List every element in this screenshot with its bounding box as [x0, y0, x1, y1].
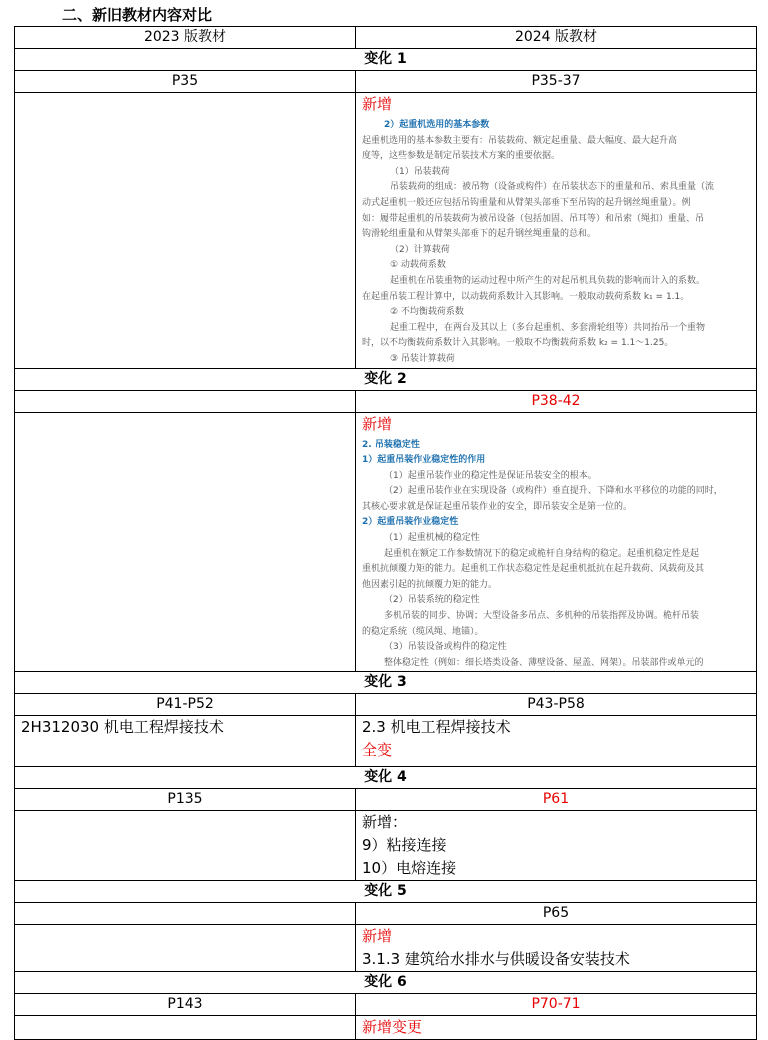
excerpt-line: 起重工程中，在两台及其以上（多台起重机、多套滑轮组等）共同抬吊一个重物 [390, 322, 706, 333]
old-page: P35 [15, 71, 356, 93]
excerpt-line: 如：履带起重机的吊装载荷为被吊设备（包括加固、吊耳等）和吊索（绳扣）重量、吊 [362, 213, 705, 224]
new-item: 10）电熔连接 [362, 859, 457, 878]
new-cell [356, 925, 757, 972]
excerpt-line: 起重机选用的基本参数主要有：吊装载荷、额定起重量、最大幅度、最大起升高 [362, 135, 678, 146]
excerpt-line: 钩滑轮组重量和从臂架头部垂下的起升钢丝绳重量的总和。 [362, 229, 597, 240]
new-section-text: 2.3 机电工程焊接技术 [362, 718, 511, 737]
new-tag: 新增变更 [356, 1016, 757, 1040]
old-cell-empty [15, 412, 356, 672]
excerpt-line: （2）计算载荷 [390, 244, 450, 255]
excerpt-line: 他因素引起的抗倾覆力矩的能力。 [362, 579, 498, 590]
excerpt-line: （1）吊装载荷 [390, 166, 450, 177]
new-tag: 新增 [362, 414, 393, 433]
new-tag: 全变 [362, 741, 393, 760]
excerpt-heading: 2）起重机选用的基本参数 [384, 120, 490, 130]
new-page: P65 [356, 903, 757, 925]
excerpt-line: 动式起重机一般还应包括吊钩重量和从臂架头部垂下至吊钩的起升钢丝绳重量）。例 [362, 197, 691, 208]
old-cell-empty [15, 1016, 356, 1040]
excerpt-line: 其核心要求就是保证起重吊装作业的安全，即吊装安全是第一位的。 [362, 501, 633, 512]
new-cell [356, 716, 757, 767]
change-label: 变化 6 [15, 972, 757, 994]
excerpt-heading: 2. 吊装稳定性 [362, 439, 420, 450]
new-page: P38-42 [356, 390, 757, 412]
page-title: 二、新旧教材内容对比 [62, 6, 213, 24]
excerpt-line: （1）起重机械的稳定性 [384, 533, 480, 544]
old-page: P143 [15, 994, 356, 1016]
old-section-text: 2H312030 机电工程焊接技术 [15, 716, 356, 767]
header-row [15, 27, 757, 49]
change-label: 变化 4 [15, 767, 757, 789]
excerpt-line: 起重机在额定工作参数情况下的稳定或桅杆自身结构的稳定。起重机稳定性是起 [384, 548, 700, 559]
textbook-excerpt-image [362, 116, 750, 368]
comparison-table [14, 26, 757, 1040]
new-tag: 新增 [362, 927, 393, 946]
excerpt-line: 时，以不均衡载荷系数计入其影响。一般取不均衡载荷系数 k₂ = 1.1～1.25。 [362, 338, 674, 349]
old-page: P41-P52 [15, 694, 356, 716]
excerpt-line: 重机抗倾覆力矩的能力。起重机工作状态稳定性是起重机抵抗在起升载荷、风载荷及其 [362, 564, 705, 575]
new-page: P70-71 [356, 994, 757, 1016]
new-item: 9）粘接连接 [362, 836, 447, 855]
change-label: 变化 3 [15, 672, 757, 694]
change-label: 变化 5 [15, 881, 757, 903]
excerpt-line: （2）起重吊装作业在实现设备（或构件）垂直提升、下降和水平移位的功能的同时， [384, 486, 723, 497]
new-page: P61 [356, 789, 757, 811]
old-page-empty [15, 903, 356, 925]
excerpt-line: 吊装载荷的组成：被吊物（设备或构件）在吊装状态下的重量和吊、索具重量（流 [390, 182, 715, 193]
excerpt-line: ① 动载荷系数 [390, 260, 446, 271]
header-old: 2023 版教材 [15, 27, 356, 49]
new-cell [356, 811, 757, 881]
excerpt-line: ② 不均衡载荷系数 [390, 307, 464, 318]
old-page: P135 [15, 789, 356, 811]
new-section-text: 3.1.3 建筑给水排水与供暖设备安装技术 [362, 950, 630, 969]
excerpt-line: 多机吊装的同步、协调；大型设备多吊点、多机种的吊装指挥及协调。桅杆吊装 [384, 611, 700, 622]
excerpt-line: （3）吊装设备或构件的稳定性 [384, 642, 507, 653]
excerpt-line: 度等，这些参数是制定吊装技术方案的重要依据。 [362, 151, 561, 162]
new-cell-excerpt [356, 412, 757, 672]
excerpt-line: （2）吊装系统的稳定性 [384, 595, 480, 606]
excerpt-line: 的稳定系统（缆风绳、地锚）。 [362, 626, 484, 637]
excerpt-line: （1）起重吊装作业的稳定性是保证吊装安全的根本。 [384, 470, 597, 481]
change-label: 变化 1 [15, 49, 757, 71]
excerpt-line: ③ 吊装计算载荷 [390, 353, 455, 364]
new-head: 新增： [362, 813, 408, 832]
excerpt-line: 在起重吊装工程计算中，以动载荷系数计入其影响。一般取动载荷系数 k₁ = 1.1。 [362, 291, 690, 302]
new-page: P35-37 [356, 71, 757, 93]
excerpt-heading: 2）起重吊装作业稳定性 [362, 517, 459, 528]
excerpt-line: 整体稳定性（例如：细长塔类设备、薄壁设备、屋盖、网架）。吊装部件或单元的 [384, 657, 704, 668]
excerpt-line: 起重机在吊装重物的运动过程中所产生的对起吊机具负载的影响而计入的系数。 [390, 275, 706, 286]
new-tag: 新增 [362, 95, 393, 113]
old-cell-empty [15, 93, 356, 369]
new-page: P43-P58 [356, 694, 757, 716]
excerpt-heading: 1）起重吊装作业稳定性的作用 [362, 455, 486, 466]
old-cell-empty [15, 925, 356, 972]
textbook-excerpt-image [362, 436, 750, 672]
change-label: 变化 2 [15, 368, 757, 390]
header-new: 2024 版教材 [356, 27, 757, 49]
new-cell-excerpt [356, 93, 757, 369]
old-page-empty [15, 390, 356, 412]
old-cell-empty [15, 811, 356, 881]
